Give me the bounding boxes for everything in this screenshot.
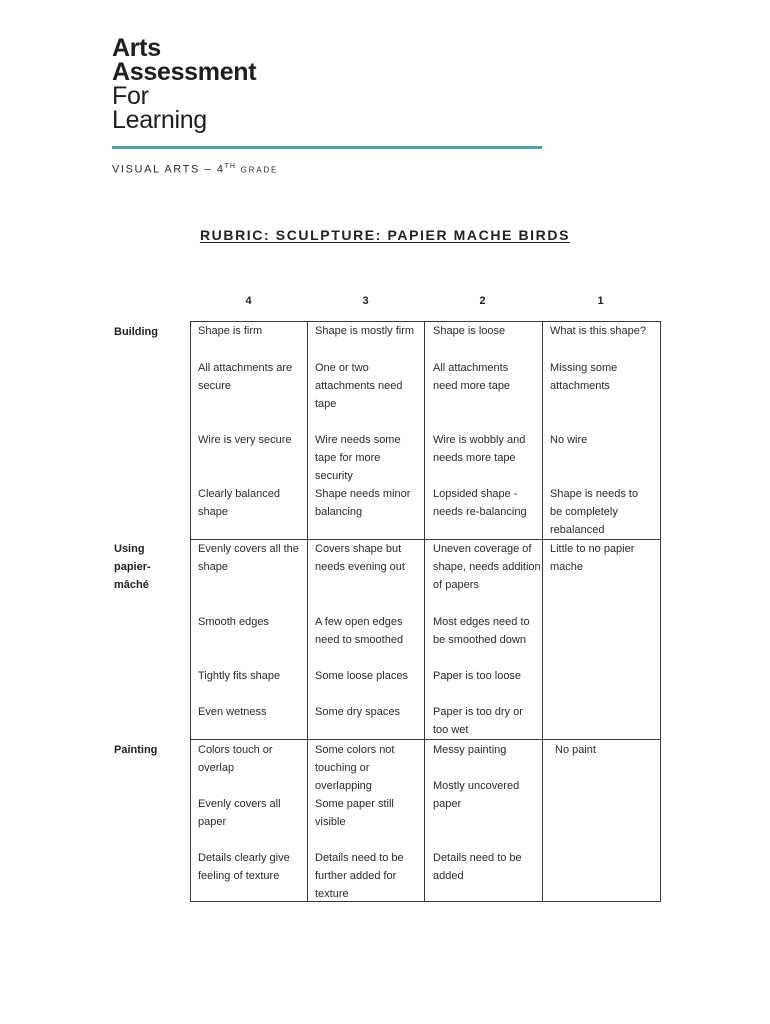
logo-line-3: For [112, 82, 149, 110]
cell-mache-cover-2: Uneven coverage of shape, needs addition of papers [433, 543, 541, 592]
cell-building-balance-3: Shape needs minor balancing [315, 488, 411, 519]
cell-mache-fit-3: Some loose places [315, 670, 408, 682]
cell-building-firm-1: What is this shape? [550, 325, 646, 337]
cell-paint-colors-1: No paint [555, 744, 596, 756]
cell-mache-fit-4: Tightly fits shape [198, 670, 281, 682]
column-divider [542, 322, 543, 901]
category-building: Building [114, 326, 158, 338]
cell-building-firm-2: Shape is loose [433, 325, 506, 337]
cell-paint-colors-3: Some colors not touching or overlapping [315, 744, 395, 793]
cell-mache-edges-2: Most edges need to be smoothed down [433, 616, 530, 647]
cell-building-attach-1: Missing some attachments [550, 362, 618, 393]
cell-mache-cover-1: Little to no papier mache [550, 543, 635, 574]
score-header-3: 3 [362, 295, 369, 307]
cell-building-balance-2: Lopsided shape - needs re-balancing [433, 488, 527, 519]
cell-paint-cover-2: Mostly uncovered paper [433, 780, 520, 811]
cell-paint-colors-2: Messy painting [433, 744, 507, 756]
column-divider [424, 322, 425, 901]
category-using-papier-mache [114, 540, 151, 594]
cell-paint-cover-4: Evenly covers all paper [198, 798, 281, 829]
grade-heading [112, 163, 278, 176]
cell-paint-colors-4: Colors touch or overlap [198, 744, 273, 775]
cell-paint-detail-4: Details clearly give feeling of texture [198, 852, 290, 883]
cell-mache-fit-2: Paper is too loose [433, 670, 522, 682]
cell-building-balance-1: Shape is needs to be completely rebalanced [550, 488, 639, 537]
cell-building-balance-4: Clearly balanced shape [198, 488, 280, 519]
cell-building-wire-3: Wire needs some tape for more security [315, 434, 401, 483]
cell-building-firm-3: Shape is mostly firm [315, 325, 415, 337]
cell-building-attach-3: One or two attachments need tape [315, 362, 403, 411]
category-using-line-2: papier- [114, 561, 151, 573]
category-using-line-3: mâché [114, 579, 149, 591]
grade-suffix: GRADE [240, 165, 279, 175]
cell-mache-wet-3: Some dry spaces [315, 706, 400, 718]
cell-building-firm-4: Shape is firm [198, 325, 263, 337]
category-using-line-1: Using [114, 543, 145, 555]
logo-line-1: Arts [112, 34, 161, 62]
cell-mache-wet-2: Paper is too dry or too wet [433, 706, 523, 737]
cell-mache-edges-3: A few open edges need to smoothed [315, 616, 404, 647]
cell-building-wire-2: Wire is wobbly and needs more tape [433, 434, 526, 465]
logo-line-2: Assessment [112, 58, 257, 86]
score-header-4: 4 [245, 295, 252, 307]
score-header-2: 2 [479, 295, 486, 307]
page-title: RUBRIC: SCULPTURE: PAPIER MACHE BIRDS [199, 227, 571, 243]
logo [112, 36, 256, 132]
cell-mache-edges-4: Smooth edges [198, 616, 269, 628]
column-divider [307, 322, 308, 901]
grade-superscript: TH [224, 163, 236, 170]
cell-paint-cover-3: Some paper still visible [315, 798, 394, 829]
cell-building-attach-4: All attachments are secure [198, 362, 293, 393]
category-painting: Painting [114, 744, 158, 756]
cell-mache-wet-4: Even wetness [198, 706, 267, 718]
cell-paint-detail-3: Details need to be further added for texture [315, 852, 404, 901]
score-header-1: 1 [597, 295, 604, 307]
header-rule [112, 146, 542, 149]
cell-mache-cover-4: Evenly covers all the shape [198, 543, 299, 574]
cell-building-attach-2: All attachments need more tape [433, 362, 511, 393]
cell-building-wire-1: No wire [550, 434, 588, 446]
logo-line-4: Learning [112, 106, 207, 134]
cell-paint-detail-2: Details need to be added [433, 852, 522, 883]
grade-label: VISUAL ARTS – 4 [112, 163, 225, 176]
section-divider [191, 739, 660, 740]
cell-mache-cover-3: Covers shape but needs evening out [315, 543, 405, 574]
cell-building-wire-4: Wire is very secure [198, 434, 292, 446]
